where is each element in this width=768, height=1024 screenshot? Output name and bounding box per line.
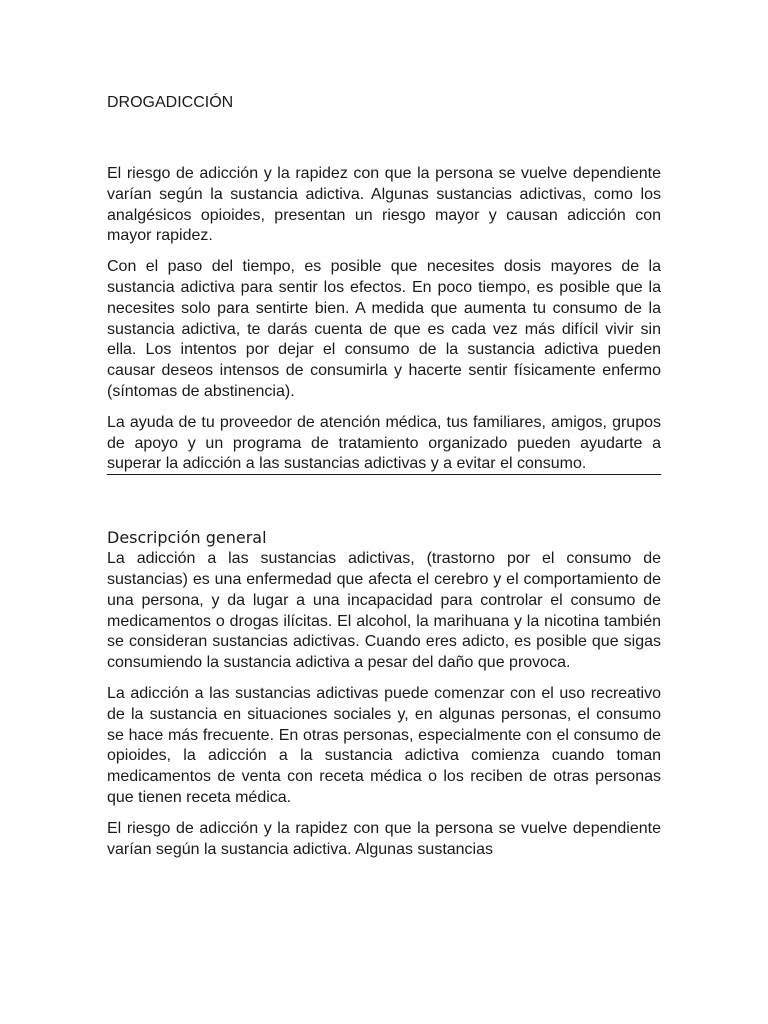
section-heading-overview: Descripción general <box>107 528 267 548</box>
document-title: DROGADICCIÓN <box>107 94 234 111</box>
document-body <box>107 93 661 860</box>
intro-paragraph: Con el paso del tiempo, es posible que necesites dosis mayores de la sustancia adictiva para sentir los efectos. En poco tiempo, es posible que la necesites solo para sentirte bien. A medida que aumenta tu consumo de la sustancia adictiva, te darás cuenta de que es cada vez más difícil vivir sin ella. Los intentos por dejar el consumo de la sustancia adictiva pueden causar deseos intensos de consumirla y hacerte sentir físicamente enfermo (síntomas de abstinencia). <box>107 258 661 400</box>
intro-paragraph: La ayuda de tu proveedor de atención médica, tus familiares, amigos, grupos de apoyo y un programa de tratamiento organizado pueden ayudarte a superar la adicción a las sustancias adictivas y a evitar el consumo. <box>107 413 661 473</box>
intro-section <box>107 164 661 475</box>
intro-paragraph: El riesgo de adicción y la rapidez con que la persona se vuelve dependiente varían según la sustancia adictiva. Algunas sustancias adictivas, como los analgésicos opioides, presentan un riesgo mayor y causan adicción con mayor rapidez. <box>107 165 661 245</box>
overview-section <box>107 549 661 860</box>
overview-paragraph: La adicción a las sustancias adictivas, (trastorno por el consumo de sustancias) es una enfermedad que afecta el cerebro y el comportamiento de una persona, y da lugar a una incapacidad para controlar el consumo de medicamentos o drogas ilícitas. El alcohol, la marihuana y la nicotina también se consideran sustancias adictivas. Cuando eres adicto, es posible que sigas consumiendo la sustancia adictiva a pesar del daño que provoca. <box>107 550 661 672</box>
overview-paragraph: La adicción a las sustancias adictivas puede comenzar con el uso recreativo de la sustancia en situaciones sociales y, en algunas personas, el consumo se hace más frecuente. En otras personas, especialmente con el consumo de opioides, la adicción a la sustancia adictiva comienza cuando toman medicamentos de venta con receta médica o los reciben de otras personas que tienen receta médica. <box>107 684 661 806</box>
overview-paragraph: El riesgo de adicción y la rapidez con que la persona se vuelve dependiente varían según la sustancia adictiva. Algunas sustancias <box>107 819 661 858</box>
